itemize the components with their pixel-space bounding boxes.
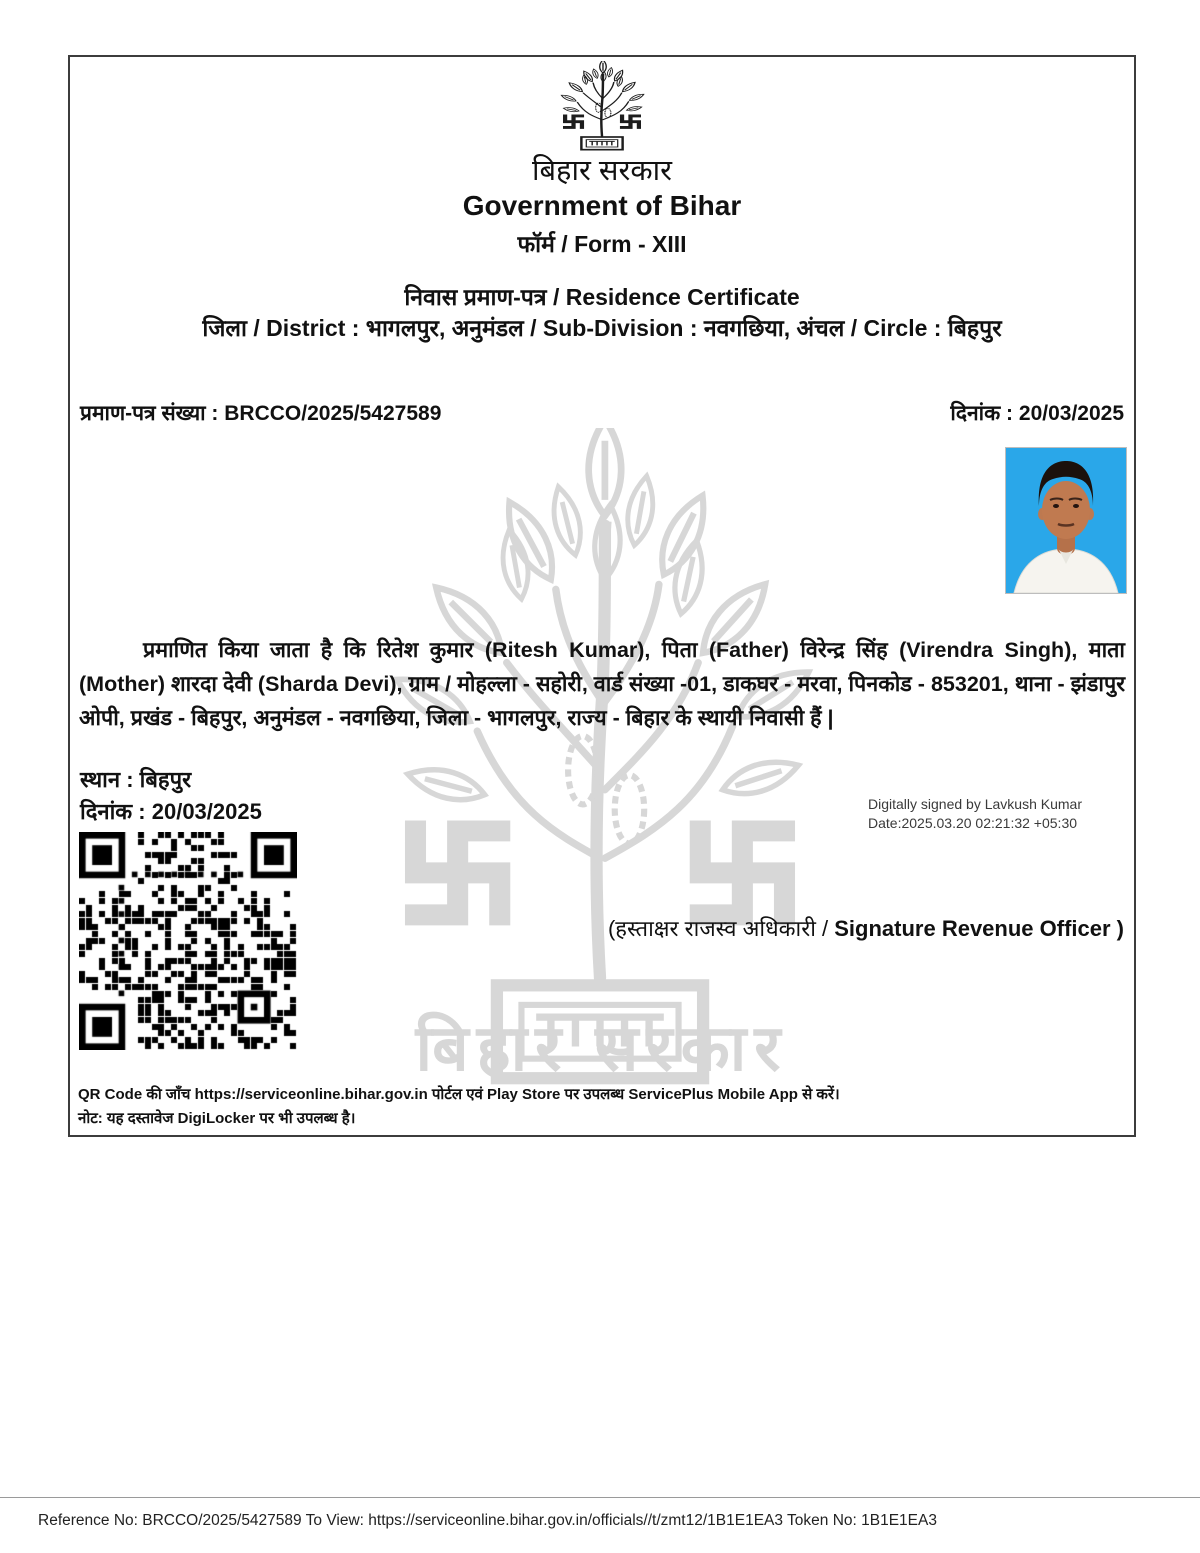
issue-date xyxy=(950,399,1124,427)
date-line: दिनांक : 20/03/2025 xyxy=(80,799,262,824)
digital-signature-line1: Digitally signed by Lavkush Kumar xyxy=(868,796,1082,812)
signature-officer-line: (हस्ताक्षर राजस्व अधिकारी / Signature Revenue Officer ) xyxy=(607,916,1124,941)
applicant-photo-image xyxy=(1006,448,1126,593)
digital-signature-line2: Date:2025.03.20 02:21:32 +05:30 xyxy=(868,815,1078,831)
footer-reference: Reference No: BRCCO/2025/5427589 To View: https://serviceonline.bihar.gov.in/officials//t/zmt12/1B1E1EA3 Token No: 1B1E1EA3 xyxy=(38,1512,937,1529)
issue-date-value: 20/03/2025 xyxy=(1018,402,1124,425)
certificate-number-value: BRCCO/2025/5427589 xyxy=(224,402,442,425)
certificate-body: प्रमाणित किया जाता है कि रितेश कुमार (Ritesh Kumar), पिता (Father) विरेन्द्र सिंह (Virendra Singh), माता (Mother) शारदा देवी (Sharda Devi), ग्राम / मोहल्ला - सहोरी, वार्ड संख्या -01, डाकघर - मरवा, पिनकोड - 853201, थाना - झंडापुर ओपी, प्रखंड - बिहपुर, अनुमंडल - नवगछिया, जिला - भागलपुर, राज्य - बिहार के स्थायी निवासी हैं | xyxy=(79,638,1126,730)
certificate-title: निवास प्रमाण-पत्र / Residence Certificate xyxy=(404,284,800,310)
place-line: स्थान : बिहपुर xyxy=(80,767,192,792)
issue-date-label: दिनांक : xyxy=(950,402,1014,425)
certificate-frame xyxy=(68,55,1136,1137)
government-name-hindi: बिहार सरकार xyxy=(531,155,672,187)
qr-note-line2: नोट: यह दस्तावेज DigiLocker पर भी उपलब्ध है। xyxy=(78,1110,356,1127)
form-number: फॉर्म / Form - XIII xyxy=(517,231,687,257)
digital-signature-text xyxy=(868,795,1082,833)
certificate-number-label: प्रमाण-पत्र संख्या : xyxy=(80,402,219,425)
qr-code xyxy=(79,832,297,1050)
bihar-emblem-icon xyxy=(548,61,656,151)
government-name-english: Government of Bihar xyxy=(462,190,742,221)
watermark-text: बिहार सरकार xyxy=(415,1012,789,1084)
footer-divider xyxy=(0,1497,1200,1498)
applicant-photo xyxy=(1005,447,1127,594)
qr-instructions xyxy=(78,1083,840,1131)
certificate-number xyxy=(80,399,441,427)
district-line: जिला / District : भागलपुर, अनुमंडल / Sub-Division : नवगछिया, अंचल / Circle : बिहपुर xyxy=(202,315,1002,341)
watermark-tree-icon xyxy=(330,428,870,1088)
qr-note-line1: QR Code की जाँच https://serviceonline.bihar.gov.in पोर्टल एवं Play Store पर उपलब्ध ServicePlus Mobile App से करें। xyxy=(78,1086,840,1103)
